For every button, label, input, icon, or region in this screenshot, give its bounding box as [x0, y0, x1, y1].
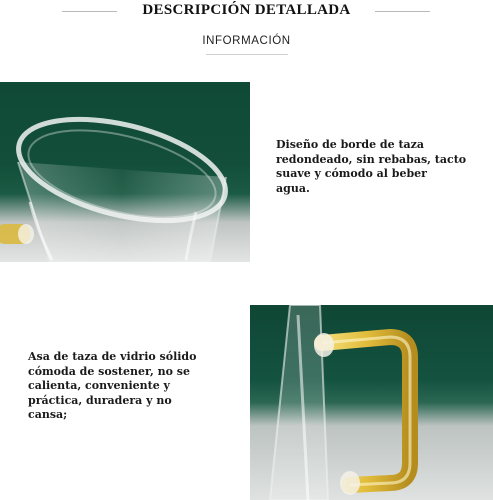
- caption-line: cómoda de sostener, no se: [28, 364, 190, 378]
- caption-line: cansa;: [28, 408, 68, 421]
- glass-rim-icon: [0, 82, 250, 262]
- caption-line: Asa de taza de vidrio sólido: [28, 350, 197, 363]
- caption-line: práctica, duradera y no: [28, 393, 172, 407]
- caption-line: Diseño de borde de taza: [276, 138, 425, 151]
- caption-line: redondeado, sin rebabas, tacto: [276, 152, 467, 166]
- glass-handle-icon: [250, 305, 493, 500]
- glass-handle-photo: [250, 305, 493, 500]
- glass-rim-photo: [0, 82, 250, 262]
- caption-line: calienta, conveniente y: [28, 379, 170, 392]
- caption-line: suave y cómodo al beber: [276, 167, 427, 180]
- page-subtitle: INFORMACIÓN: [202, 35, 291, 47]
- page-title: DESCRIPCIÓN DETALLADA: [142, 2, 351, 18]
- feature-caption-rim: [276, 138, 476, 196]
- feature-caption-handle: [28, 350, 228, 423]
- subtitle-rule: [206, 54, 288, 55]
- caption-line: agua.: [276, 181, 310, 195]
